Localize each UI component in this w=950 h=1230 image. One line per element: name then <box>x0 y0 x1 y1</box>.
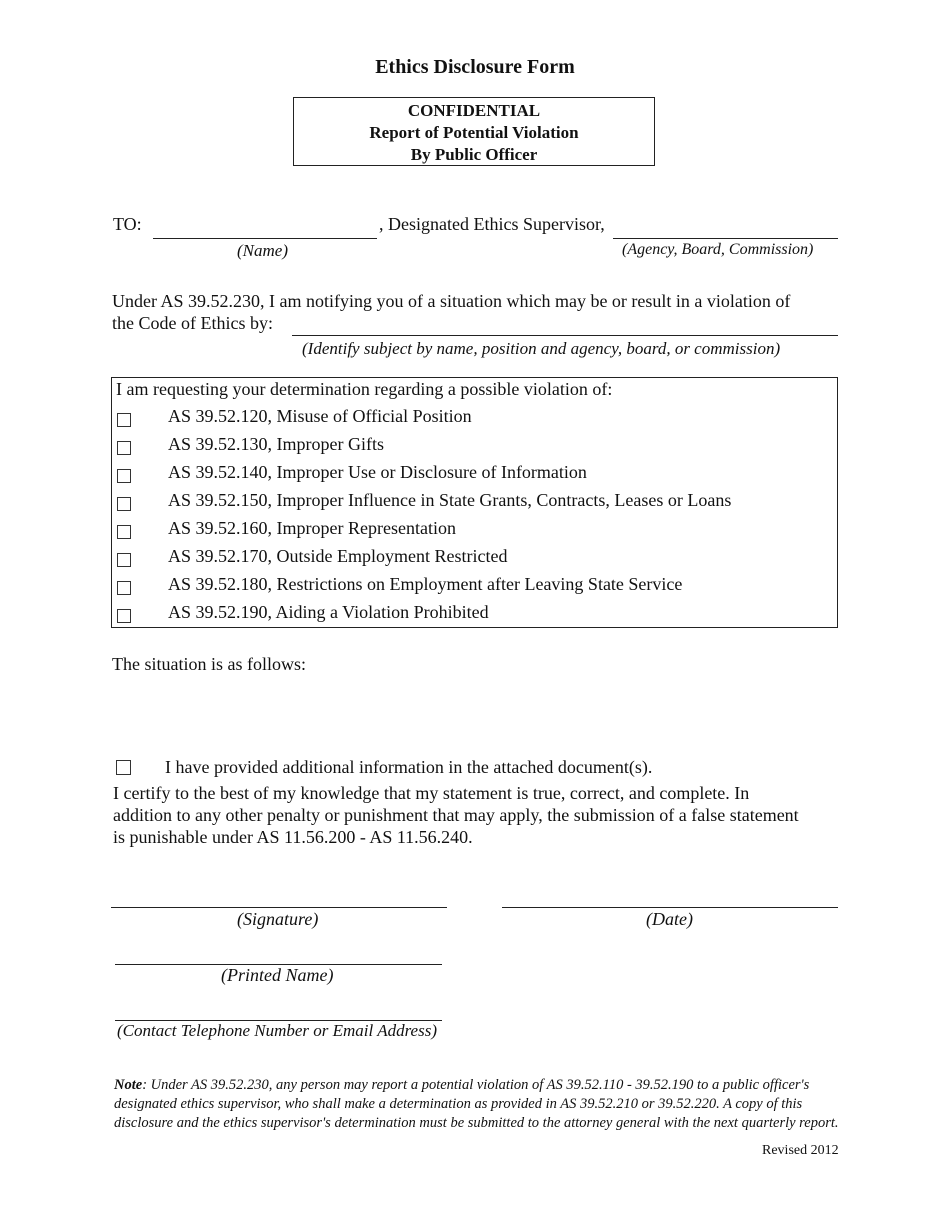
supervisor-text: , Designated Ethics Supervisor, <box>379 214 605 234</box>
checkbox-misuse-official-position[interactable] <box>117 413 131 427</box>
revised-label: Revised 2012 <box>762 1143 839 1158</box>
contact-field[interactable] <box>115 999 442 1021</box>
checklist-item-label: AS 39.52.130, Improper Gifts <box>168 434 384 454</box>
certify-line1: I certify to the best of my knowledge that my statement is true, correct, and complete. In <box>113 783 750 803</box>
checklist-item-label: AS 39.52.180, Restrictions on Employment after Leaving State Service <box>168 574 683 594</box>
checklist-item-label: AS 39.52.150, Improper Influence in State Grants, Contracts, Leases or Loans <box>168 490 732 510</box>
contact-caption: (Contact Telephone Number or Email Address) <box>117 1021 437 1040</box>
checklist-item <box>112 545 837 573</box>
confidential-box <box>293 97 655 166</box>
name-caption: (Name) <box>237 241 288 260</box>
checklist-item <box>112 461 837 489</box>
checklist-item <box>112 489 837 517</box>
printed-name-caption: (Printed Name) <box>221 965 334 985</box>
signature-caption: (Signature) <box>237 909 319 929</box>
report-subtitle: Report of Potential Violation <box>369 123 579 142</box>
date-caption: (Date) <box>646 909 693 929</box>
to-label: TO: <box>113 214 142 234</box>
checklist-item-label: AS 39.52.170, Outside Employment Restricted <box>168 546 508 566</box>
report-subtitle-2: By Public Officer <box>410 145 538 164</box>
notify-text-line1: Under AS 39.52.230, I am notifying you of a situation which may be or result in a violation of <box>112 291 791 311</box>
date-field[interactable] <box>502 886 838 908</box>
checkbox-employment-after-leaving[interactable] <box>117 581 131 595</box>
checkbox-improper-influence[interactable] <box>117 497 131 511</box>
checklist-item <box>112 405 837 433</box>
agency-field[interactable] <box>613 217 838 239</box>
subject-caption: (Identify subject by name, position and agency, board, or commission) <box>302 339 781 358</box>
notify-text-line2: the Code of Ethics by: <box>112 313 273 333</box>
printed-name-field[interactable] <box>115 943 442 965</box>
checklist-item <box>112 601 837 629</box>
checklist-item-label: AS 39.52.120, Misuse of Official Position <box>168 406 472 426</box>
checklist-item <box>112 433 837 461</box>
checkbox-aiding-violation[interactable] <box>117 609 131 623</box>
confidential-heading: CONFIDENTIAL <box>407 101 541 120</box>
subject-field[interactable] <box>292 314 838 336</box>
checklist-item-label: AS 39.52.190, Aiding a Violation Prohibited <box>168 602 489 622</box>
footnote <box>114 1076 839 1133</box>
checklist-item <box>112 573 837 601</box>
signature-field[interactable] <box>111 886 447 908</box>
violation-checklist <box>111 377 838 628</box>
situation-label: The situation is as follows: <box>112 654 306 674</box>
certify-line3: is punishable under AS 11.56.200 - AS 11.56.240. <box>113 827 473 847</box>
checklist-item-label: AS 39.52.140, Improper Use or Disclosure of Information <box>168 462 587 482</box>
additional-info-label: I have provided additional information in the attached document(s). <box>165 757 653 777</box>
agency-caption: (Agency, Board, Commission) <box>622 241 814 258</box>
checklist-header: I am requesting your determination regarding a possible violation of: <box>116 379 613 399</box>
note-text: : Under AS 39.52.230, any person may report a potential violation of AS 39.52.110 - 39.52.190 to a public officer's designated ethics supervisor, who shall make a determination as provided in AS 39.52.210 or 39.52.220. A copy of this disclosure and the ethics supervisor's determination must be submitted to the attorney general with the next quarterly report. <box>114 1077 839 1131</box>
note-label: Note <box>114 1077 143 1093</box>
name-field[interactable] <box>153 217 377 239</box>
situation-field[interactable] <box>112 680 838 750</box>
checkbox-outside-employment[interactable] <box>117 553 131 567</box>
certify-line2: addition to any other penalty or punishment that may apply, the submission of a false statement <box>113 805 799 825</box>
additional-info-checkbox[interactable] <box>116 760 131 775</box>
checklist-item-label: AS 39.52.160, Improper Representation <box>168 518 456 538</box>
checkbox-improper-disclosure[interactable] <box>117 469 131 483</box>
checkbox-improper-gifts[interactable] <box>117 441 131 455</box>
checkbox-improper-representation[interactable] <box>117 525 131 539</box>
page-title: Ethics Disclosure Form <box>375 56 575 78</box>
checklist-item <box>112 517 837 545</box>
